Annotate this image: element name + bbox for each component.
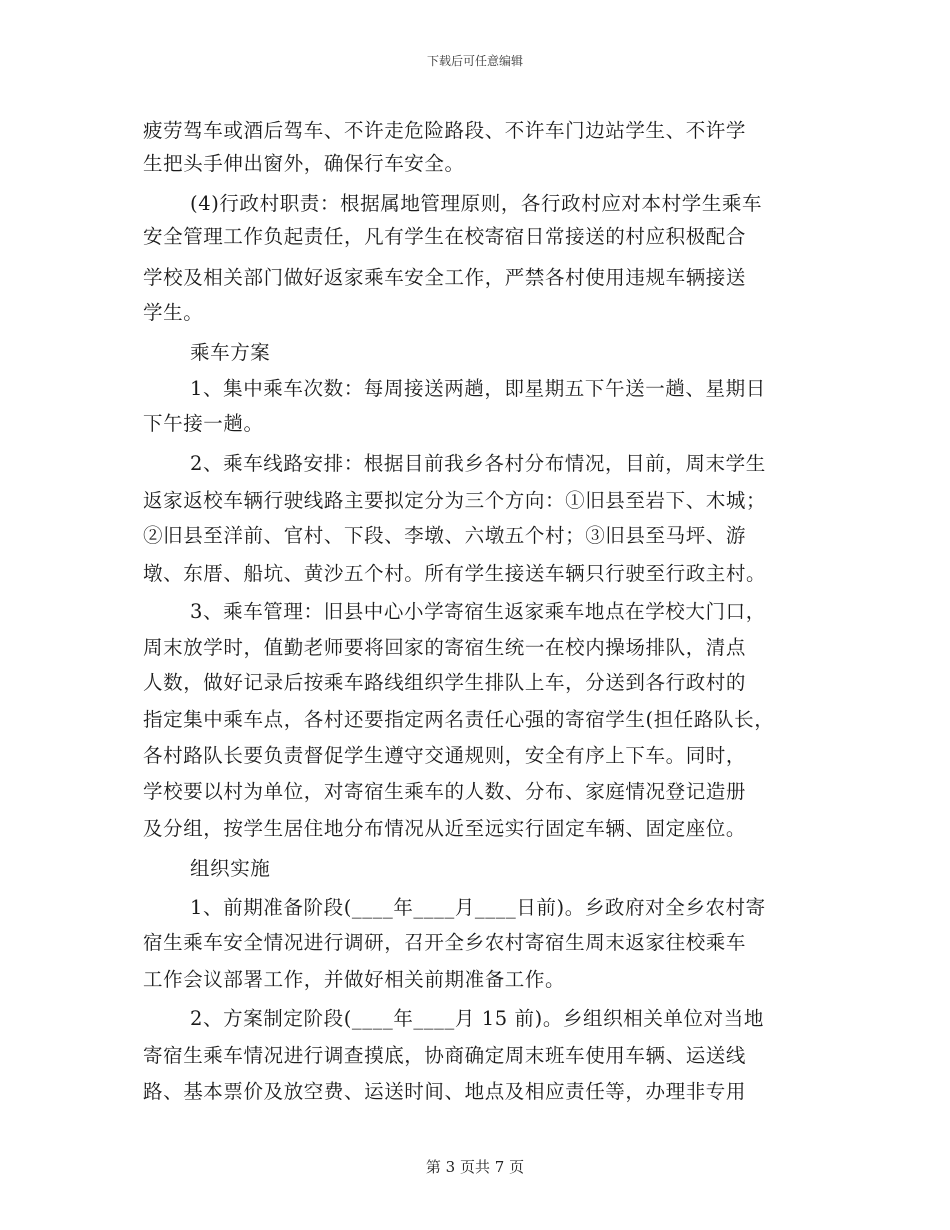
text-line: 各村路队长要负责督促学生遵守交通规则，安全有序上下车。同时，: [143, 744, 747, 767]
text-line: 2、方案制定阶段(____年____月 15 前)。乡组织相关单位对当地: [190, 1007, 764, 1030]
text-line: 人数，做好记录后按乘车路线组织学生排队上车，分送到各行政村的: [143, 671, 747, 694]
text-line: 墩、东厝、船坑、黄沙五个村。所有学生接送车辆只行驶至行政主村。: [143, 562, 767, 585]
section-heading: 乘车方案: [190, 341, 271, 364]
text-line: 宿生乘车安全情况进行调研，召开全乡农村寄宿生周末返家往校乘车: [143, 931, 747, 954]
text-line: 指定集中乘车点，各村还要指定两名责任心强的寄宿学生(担任路队长，: [143, 708, 775, 731]
text-line: 寄宿生乘车情况进行调查摸底，协商确定周末班车使用车辆、运送线: [143, 1044, 747, 1067]
text-line: 1、前期准备阶段(____年____月____日前)。乡政府对全乡农村寄: [190, 896, 766, 919]
text-line: 疲劳驾车或酒后驾车、不许走危险路段、不许车门边站学生、不许学: [143, 119, 747, 142]
text-line: 安全管理工作负起责任，凡有学生在校寄宿日常接送的村应积极配合: [143, 225, 747, 248]
text-line: 学校及相关部门做好返家乘车安全工作，严禁各村使用违规车辆接送: [143, 266, 747, 289]
text-line: 下午接一趟。: [143, 412, 264, 435]
text-line: 及分组，按学生居住地分布情况从近至远实行固定车辆、固定座位。: [143, 817, 747, 840]
text-line: 2、乘车线路安排：根据目前我乡各村分布情况，目前，周末学生: [190, 452, 766, 475]
text-line: ②旧县至洋前、官村、下段、李墩、六墩五个村；③旧县至马坪、游: [143, 524, 747, 547]
text-line: 工作会议部署工作，并做好相关前期准备工作。: [143, 968, 566, 991]
text-line: (4)行政村职责：根据属地管理原则，各行政村应对本村学生乘车: [190, 192, 763, 215]
section-heading: 组织实施: [190, 857, 271, 880]
text-line: 学生。: [143, 301, 204, 324]
text-line: 路、基本票价及放空费、运送时间、地点及相应责任等，办理非专用: [143, 1080, 747, 1103]
text-line: 1、集中乘车次数：每周接送两趟，即星期五下午送一趟、星期日: [190, 377, 766, 400]
text-line: 返家返校车辆行驶线路主要拟定分为三个方向：①旧县至岩下、木城；: [143, 489, 767, 512]
text-line: 学校要以村为单位，对寄宿生乘车的人数、分布、家庭情况登记造册: [143, 780, 747, 803]
page-header: 下载后可任意编辑: [426, 54, 523, 68]
text-line: 生把头手伸出窗外，确保行车安全。: [143, 152, 465, 175]
text-line: 3、乘车管理：旧县中心小学寄宿生返家乘车地点在学校大门口，: [190, 600, 766, 623]
page-footer: 第 3 页共 7 页: [425, 1158, 525, 1176]
text-line: 周末放学时，值勤老师要将回家的寄宿生统一在校内操场排队，清点: [143, 636, 747, 659]
